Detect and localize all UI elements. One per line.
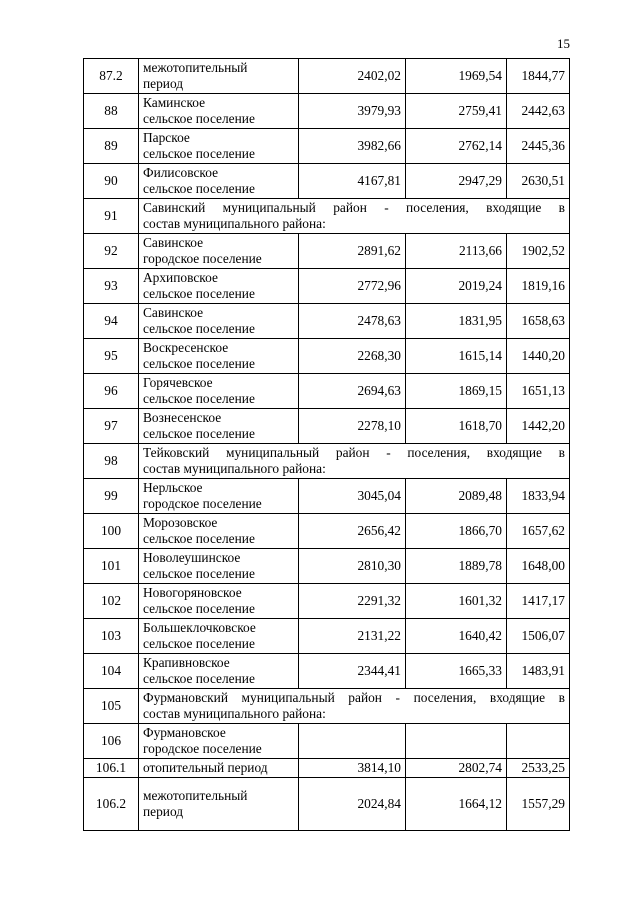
value-cell-3: 2442,63 — [507, 94, 570, 129]
value-cell-1: 2268,30 — [299, 339, 406, 374]
table-row — [84, 94, 570, 129]
settlement-name-line: сельское поселение — [143, 531, 255, 546]
value-cell-3: 1844,77 — [507, 59, 570, 94]
settlement-name-line: городское поселение — [143, 251, 262, 266]
row-number: 106.1 — [84, 759, 139, 778]
district-heading-line: состав муниципального района: — [143, 706, 326, 721]
row-number: 99 — [84, 479, 139, 514]
value-cell-3: 1819,16 — [507, 269, 570, 304]
value-cell-3: 1833,94 — [507, 479, 570, 514]
settlement-name-line: Савинское — [143, 234, 204, 250]
settlement-name — [139, 514, 299, 549]
settlement-name-line: Архиповское — [143, 269, 218, 285]
district-heading-line: Тейковский муниципальный район - поселения, входящие в — [143, 444, 565, 460]
settlement-name-line: сельское поселение — [143, 391, 255, 406]
settlement-name-line: сельское поселение — [143, 636, 255, 651]
value-cell-2: 1601,32 — [406, 584, 507, 619]
row-number: 97 — [84, 409, 139, 444]
settlement-name-line: Морозовское — [143, 514, 218, 530]
value-cell-2: 2113,66 — [406, 234, 507, 269]
settlement-name-line: Нерльское — [143, 479, 203, 495]
table-row — [84, 654, 570, 689]
value-cell-1: 2810,30 — [299, 549, 406, 584]
table-row — [84, 59, 570, 94]
settlement-name-line: Крапивновское — [143, 654, 230, 670]
row-number: 103 — [84, 619, 139, 654]
settlement-name-line: Савинское — [143, 304, 204, 320]
value-cell-1: 2402,02 — [299, 59, 406, 94]
settlement-name-line: период — [143, 76, 184, 91]
settlement-name — [139, 234, 299, 269]
row-number: 92 — [84, 234, 139, 269]
value-cell-2: 1889,78 — [406, 549, 507, 584]
district-heading-line: Фурмановский муниципальный район - поселения, входящие в — [143, 689, 565, 705]
settlement-name-line: Новолеушинское — [143, 549, 241, 565]
table-row — [84, 234, 570, 269]
value-cell-3: 1651,13 — [507, 374, 570, 409]
table-row — [84, 619, 570, 654]
value-cell-2: 1869,15 — [406, 374, 507, 409]
settlement-name — [139, 778, 299, 831]
value-cell-3: 1657,62 — [507, 514, 570, 549]
settlement-name-line: городское поселение — [143, 741, 262, 756]
settlement-name-line: сельское поселение — [143, 426, 255, 441]
value-cell-2: 2089,48 — [406, 479, 507, 514]
settlement-name — [139, 549, 299, 584]
value-cell-3: 1506,07 — [507, 619, 570, 654]
tariff-table — [83, 58, 570, 831]
settlement-name-line: Филисовское — [143, 164, 219, 180]
settlement-name — [139, 619, 299, 654]
settlement-name-line: Новогоряновское — [143, 584, 242, 600]
row-number: 93 — [84, 269, 139, 304]
value-cell-2: 2762,14 — [406, 129, 507, 164]
row-number: 98 — [84, 444, 139, 479]
value-cell-3: 2630,51 — [507, 164, 570, 199]
value-cell-2: 1665,33 — [406, 654, 507, 689]
settlement-name — [139, 129, 299, 164]
settlement-name-line: Вознесенское — [143, 409, 222, 425]
value-cell-3 — [507, 724, 570, 759]
value-cell-1: 3979,93 — [299, 94, 406, 129]
settlement-name-line: межотопительный — [143, 787, 248, 803]
row-number: 96 — [84, 374, 139, 409]
district-heading — [139, 689, 570, 724]
table-row — [84, 778, 570, 831]
table-row — [84, 129, 570, 164]
value-cell-1 — [299, 724, 406, 759]
value-cell-1: 2694,63 — [299, 374, 406, 409]
district-heading — [139, 444, 570, 479]
district-heading-line: состав муниципального района: — [143, 216, 326, 231]
settlement-name — [139, 339, 299, 374]
row-number: 104 — [84, 654, 139, 689]
settlement-name-line: сельское поселение — [143, 671, 255, 686]
value-cell-1: 2024,84 — [299, 778, 406, 831]
settlement-name-line: Большеклочковское — [143, 619, 256, 635]
value-cell-1: 2131,22 — [299, 619, 406, 654]
settlement-name-line: сельское поселение — [143, 286, 255, 301]
value-cell-2: 1640,42 — [406, 619, 507, 654]
value-cell-2: 2019,24 — [406, 269, 507, 304]
value-cell-3: 1648,00 — [507, 549, 570, 584]
value-cell-1: 2891,62 — [299, 234, 406, 269]
row-number: 102 — [84, 584, 139, 619]
value-cell-2: 2759,41 — [406, 94, 507, 129]
table-section-row — [84, 689, 570, 724]
value-cell-2: 1831,95 — [406, 304, 507, 339]
row-number: 89 — [84, 129, 139, 164]
row-number: 106 — [84, 724, 139, 759]
settlement-name-line: Парское — [143, 129, 190, 145]
settlement-name — [139, 374, 299, 409]
settlement-name — [139, 479, 299, 514]
value-cell-1: 2478,63 — [299, 304, 406, 339]
value-cell-2: 1615,14 — [406, 339, 507, 374]
settlement-name-line: сельское поселение — [143, 146, 255, 161]
value-cell-3: 1557,29 — [507, 778, 570, 831]
value-cell-1: 3982,66 — [299, 129, 406, 164]
value-cell-3: 1658,63 — [507, 304, 570, 339]
table-row — [84, 724, 570, 759]
value-cell-3: 1902,52 — [507, 234, 570, 269]
settlement-name-line: сельское поселение — [143, 111, 255, 126]
settlement-name-line: Каминское — [143, 94, 206, 110]
table-row — [84, 584, 570, 619]
value-cell-1: 2278,10 — [299, 409, 406, 444]
settlement-name — [139, 164, 299, 199]
settlement-name — [139, 269, 299, 304]
value-cell-1: 4167,81 — [299, 164, 406, 199]
settlement-name-line: Фурмановское — [143, 724, 226, 740]
value-cell-2: 1664,12 — [406, 778, 507, 831]
value-cell-2: 2947,29 — [406, 164, 507, 199]
value-cell-2: 1618,70 — [406, 409, 507, 444]
value-cell-3: 2533,25 — [507, 759, 570, 778]
settlement-name-line: городское поселение — [143, 496, 262, 511]
value-cell-3: 1483,91 — [507, 654, 570, 689]
row-number: 101 — [84, 549, 139, 584]
settlement-name-line: отопительный период — [143, 759, 268, 775]
value-cell-3: 2445,36 — [507, 129, 570, 164]
value-cell-2: 2802,74 — [406, 759, 507, 778]
value-cell-2: 1866,70 — [406, 514, 507, 549]
row-number: 87.2 — [84, 59, 139, 94]
table-section-row — [84, 199, 570, 234]
table-row — [84, 514, 570, 549]
table-section-row — [84, 444, 570, 479]
settlement-name-line: сельское поселение — [143, 181, 255, 196]
settlement-name-line: сельское поселение — [143, 356, 255, 371]
settlement-name-line: Воскресенское — [143, 339, 229, 355]
value-cell-2 — [406, 724, 507, 759]
settlement-name — [139, 759, 299, 778]
settlement-name — [139, 304, 299, 339]
value-cell-1: 3045,04 — [299, 479, 406, 514]
district-heading-line: состав муниципального района: — [143, 461, 326, 476]
settlement-name-line: межотопительный — [143, 59, 248, 75]
row-number: 94 — [84, 304, 139, 339]
table-row — [84, 374, 570, 409]
value-cell-3: 1442,20 — [507, 409, 570, 444]
settlement-name — [139, 654, 299, 689]
value-cell-2: 1969,54 — [406, 59, 507, 94]
page-number: 15 — [557, 36, 570, 51]
value-cell-1: 2344,41 — [299, 654, 406, 689]
settlement-name-line: сельское поселение — [143, 566, 255, 581]
value-cell-1: 2772,96 — [299, 269, 406, 304]
value-cell-3: 1440,20 — [507, 339, 570, 374]
value-cell-1: 2656,42 — [299, 514, 406, 549]
settlement-name-line: сельское поселение — [143, 321, 255, 336]
settlement-name-line: Горячевское — [143, 374, 213, 390]
district-heading — [139, 199, 570, 234]
district-heading-line: Савинский муниципальный район - поселения, входящие в — [143, 199, 565, 215]
table-row — [84, 304, 570, 339]
row-number: 91 — [84, 199, 139, 234]
table-row — [84, 339, 570, 374]
settlement-name — [139, 94, 299, 129]
settlement-name — [139, 724, 299, 759]
settlement-name-line: сельское поселение — [143, 601, 255, 616]
settlement-name — [139, 409, 299, 444]
table-row — [84, 409, 570, 444]
settlement-name — [139, 59, 299, 94]
row-number: 90 — [84, 164, 139, 199]
settlement-name — [139, 584, 299, 619]
value-cell-1: 3814,10 — [299, 759, 406, 778]
row-number: 106.2 — [84, 778, 139, 831]
row-number: 100 — [84, 514, 139, 549]
table-row — [84, 269, 570, 304]
value-cell-1: 2291,32 — [299, 584, 406, 619]
table-row — [84, 549, 570, 584]
table-row — [84, 479, 570, 514]
value-cell-3: 1417,17 — [507, 584, 570, 619]
settlement-name-line: период — [143, 804, 184, 819]
table-row — [84, 759, 570, 778]
table-row — [84, 164, 570, 199]
row-number: 88 — [84, 94, 139, 129]
row-number: 105 — [84, 689, 139, 724]
row-number: 95 — [84, 339, 139, 374]
